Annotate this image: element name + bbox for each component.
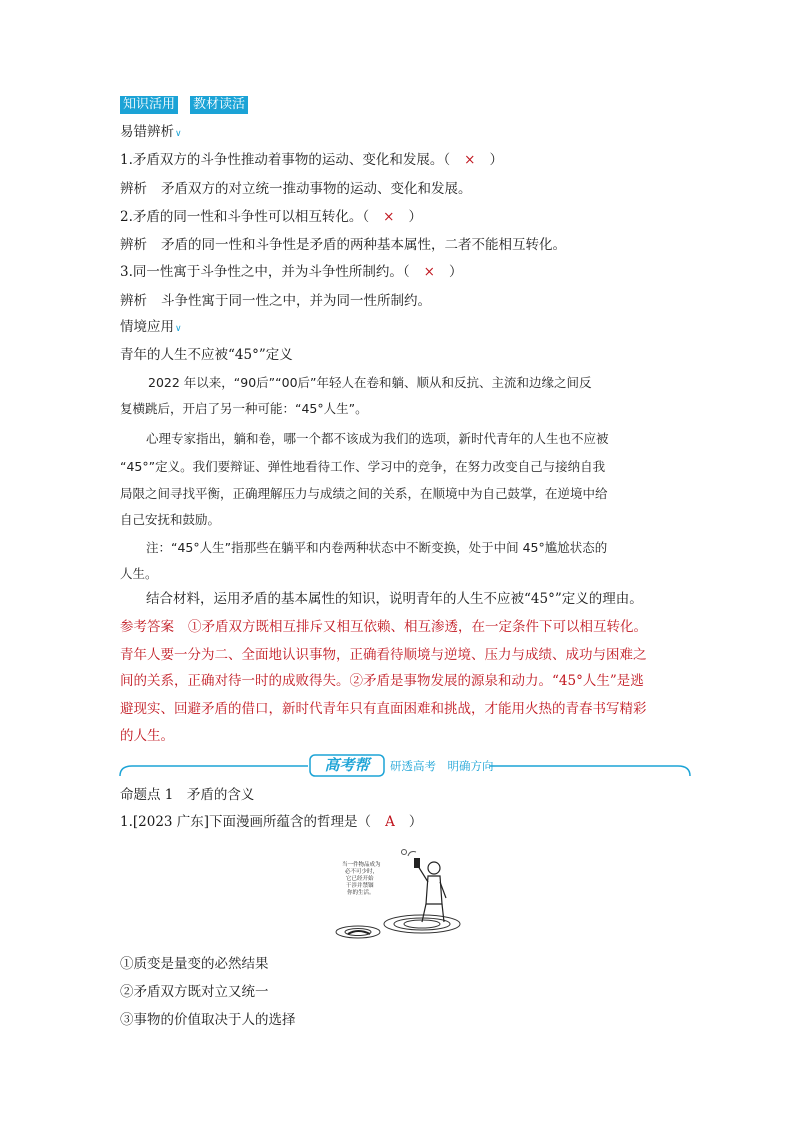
- bracket-close: ）: [448, 264, 463, 280]
- caption-line: 干涉并禁锢: [346, 883, 374, 889]
- material-note: 注：“45°人生”指那些在躺平和内卷两种状态中不断变换，处于中间 45°尴尬状态的: [146, 540, 608, 555]
- error-item-3-analysis: [120, 292, 431, 310]
- material-line: “45°”定义。我们要辩证、弹性地看待工作、学习中的竞争，在努力改变自己与接纳自我: [120, 459, 606, 474]
- material-line: 心理专家指出，躺和卷，哪一个都不该成为我们的选项，新时代青年的人生也不应被: [146, 431, 609, 446]
- cartoon-caption: [342, 862, 381, 897]
- topic-heading: 命题点 1 矛盾的含义: [120, 787, 255, 803]
- analysis-label: 辨析: [120, 181, 147, 197]
- section-context-label: 情境应用: [120, 319, 174, 335]
- chevron-down-icon: ∨: [175, 129, 182, 139]
- option-2: ②矛盾双方既对立又统一: [120, 984, 269, 1000]
- error-item-1-analysis: [120, 180, 472, 198]
- answer-line: 的人生。: [120, 728, 174, 744]
- analysis-text: 矛盾的同一性和斗争性是矛盾的两种基本属性，二者不能相互转化。: [161, 237, 566, 253]
- question-answer: A: [385, 814, 395, 830]
- question-prompt: 结合材料，运用矛盾的基本属性的知识，说明青年的人生不应被“45°”定义的理由。: [146, 591, 643, 607]
- caption-line: 它已经开始: [346, 876, 374, 882]
- error-item-question: 3.同一性寓于斗争性之中，并为斗争性所制约。（: [120, 264, 410, 280]
- bracket-close: ）: [408, 209, 422, 225]
- caption-line: 必不可少时，: [345, 869, 379, 875]
- answer-text: ①矛盾双方既相互排斥又相互依赖、相互渗透，在一定条件下可以相互转化。: [188, 619, 647, 635]
- section-errors-label: 易错辨析: [120, 124, 174, 140]
- error-item-2: [120, 208, 422, 226]
- answer-label: 参考答案: [120, 619, 174, 635]
- caption-line: 当一件物品成为: [342, 862, 381, 868]
- section-context-heading: [120, 318, 182, 338]
- wrong-mark-icon: ×: [423, 264, 435, 280]
- chevron-down-icon: ∨: [175, 324, 182, 334]
- error-item-2-analysis: [120, 236, 566, 254]
- banner-title: 高考帮: [324, 756, 370, 774]
- answer-line: 青年人要一分为二、全面地认识事物，正确看待顺境与逆境、压力与成绩、成功与困难之: [120, 647, 647, 663]
- error-item-question: 2.矛盾的同一性和斗争性可以相互转化。（: [120, 209, 370, 225]
- material-line: 2022 年以来，“90后”“00后”年轻人在卷和躺、顺从和反抗、主流和边缘之间反: [148, 375, 592, 390]
- tag-knowledge: 知识活用: [120, 96, 178, 114]
- section-errors-heading: [120, 123, 182, 143]
- error-item-1: [120, 151, 503, 169]
- analysis-label: 辨析: [120, 237, 147, 253]
- material-line: 局限之间寻找平衡，正确理解压力与成绩之间的关系，在顺境中为自己鼓掌，在逆境中给: [120, 486, 608, 501]
- material-line: 自己安抚和鼓励。: [120, 512, 221, 527]
- question-stem: 1.[2023 广东]下面漫画所蕴含的哲理是（: [120, 814, 372, 830]
- question-1: [120, 813, 422, 831]
- analysis-label: 辨析: [120, 293, 147, 309]
- analysis-text: 矛盾双方的对立统一推动事物的运动、变化和发展。: [161, 181, 472, 197]
- option-1: ①质变是量变的必然结果: [120, 956, 269, 972]
- material-line: 复横跳后，开启了另一种可能：“45°人生”。: [120, 401, 368, 416]
- banner-subtitle: 研透高考 明确方向: [390, 759, 494, 773]
- answer-line: 间的关系，正确对待一时的成败得失。②矛盾是事物发展的源泉和动力。“45°人生”是逃: [120, 673, 644, 689]
- error-item-question: 1.矛盾双方的斗争性推动着事物的运动、变化和发展。（: [120, 152, 451, 168]
- gaokao-banner: [118, 752, 692, 778]
- answer-line-1: [120, 618, 647, 636]
- wrong-mark-icon: ×: [383, 209, 395, 225]
- bracket-close: ）: [408, 814, 423, 830]
- caption-line: 你的生活。: [347, 890, 375, 896]
- option-3: ③事物的价值取决于人的选择: [120, 1012, 296, 1028]
- context-title: 青年的人生不应被“45°”定义: [120, 347, 293, 363]
- analysis-text: 斗争性寓于同一性之中，并为同一性所制约。: [161, 293, 431, 309]
- answer-line: 避现实、回避矛盾的借口，新时代青年只有直面困难和挑战，才能用火热的青春书写精彩: [120, 701, 647, 717]
- cartoon-image: [330, 848, 464, 946]
- bracket-close: ）: [489, 152, 503, 168]
- wrong-mark-icon: ×: [464, 152, 476, 168]
- tag-textbook: 教材读活: [190, 96, 248, 114]
- material-note: 人生。: [120, 566, 158, 581]
- error-item-3: [120, 263, 462, 281]
